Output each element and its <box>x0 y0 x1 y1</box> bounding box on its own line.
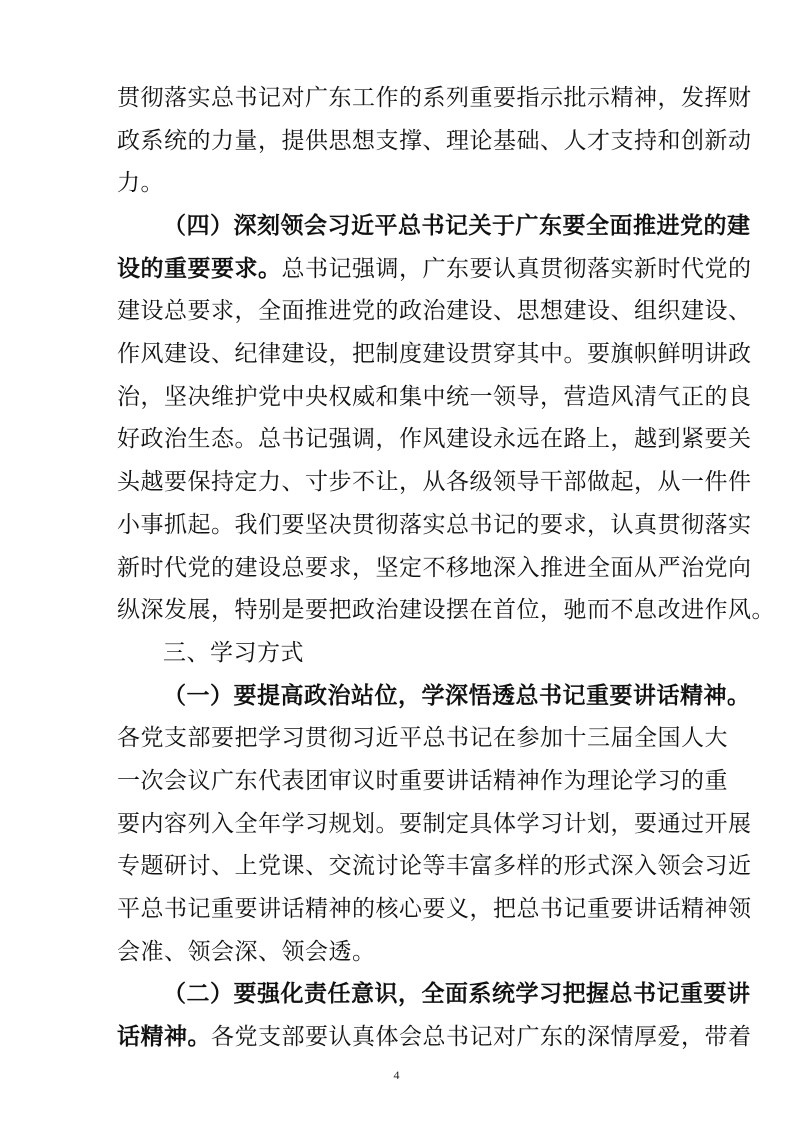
paragraph-2-line-7: 头越要保持定力、寸步不让，从各级领导干部做起，从一件件 <box>117 469 752 495</box>
paragraph-2-line-4: 作风建设、纪律建设，把制度建设贯穿其中。要旗帜鲜明讲政 <box>117 341 752 367</box>
paragraph-2-line-6: 好政治生态。总书记强调，作风建设永远在路上，越到紧要关 <box>117 426 752 452</box>
paragraph-2-line-5: 治，坚决维护党中央权威和集中统一领导，营造风清气正的良 <box>117 384 752 410</box>
section-3-title: 三、学习方式 <box>163 640 304 666</box>
paragraph-3-line-3: 一次会议广东代表团审议时重要讲话精神作为理论学习的重 <box>117 768 728 794</box>
paragraph-2-heading-line-2: 设的重要要求。 <box>117 255 282 282</box>
paragraph-3-line-4: 要内容列入全年学习规划。要制定具体学习计划，要通过开展 <box>117 811 752 837</box>
paragraph-4-heading-line-2: 话精神。 <box>117 1023 211 1050</box>
paragraph-2-line-2 <box>117 254 752 284</box>
paragraph-2-line-2-rest: 总书记强调，广东要认真贯彻落实新时代党的 <box>281 256 752 282</box>
paragraph-4-line-2 <box>117 1022 752 1052</box>
paragraph-4-line-2-rest: 各党支部要认真体会总书记对广东的深情厚爱，带着 <box>211 1024 752 1050</box>
paragraph-1-line-3: 力。 <box>117 170 164 196</box>
paragraph-3-line-2: 各党支部要把学习贯彻习近平总书记在参加十三届全国人大 <box>117 725 728 751</box>
paragraph-1-line-2: 政系统的力量，提供思想支撑、理论基础、人才支持和创新动 <box>117 128 752 154</box>
paragraph-3-line-7: 会准、领会深、领会透。 <box>117 939 376 965</box>
paragraph-2-heading-line-1: （四）深刻领会习近平总书记关于广东要全面推进党的建 <box>163 212 751 239</box>
paragraph-1-line-1: 贯彻落实总书记对广东工作的系列重要指示批示精神，发挥财 <box>117 85 752 111</box>
paragraph-3-line-5: 专题研讨、上党课、交流讨论等丰富多样的形式深入领会习近 <box>117 853 752 879</box>
paragraph-2-line-3: 建设总要求，全面推进党的政治建设、思想建设、组织建设、 <box>117 298 752 324</box>
paragraph-2-line-9: 新时代党的建设总要求，坚定不移地深入推进全面从严治党向 <box>117 555 752 581</box>
paragraph-2-line-10: 纵深发展，特别是要把政治建设摆在首位，驰而不息改进作风。 <box>117 597 775 623</box>
paragraph-3-heading: （一）要提高政治站位，学深悟透总书记重要讲话精神。 <box>163 682 751 709</box>
paragraph-4-heading-line-1: （二）要强化责任意识，全面系统学习把握总书记重要讲 <box>163 980 751 1007</box>
paragraph-3-line-6: 平总书记重要讲话精神的核心要义，把总书记重要讲话精神领 <box>117 896 752 922</box>
paragraph-2-line-8: 小事抓起。我们要坚决贯彻落实总书记的要求，认真贯彻落实 <box>117 512 752 538</box>
page-number: 4 <box>393 1068 400 1082</box>
